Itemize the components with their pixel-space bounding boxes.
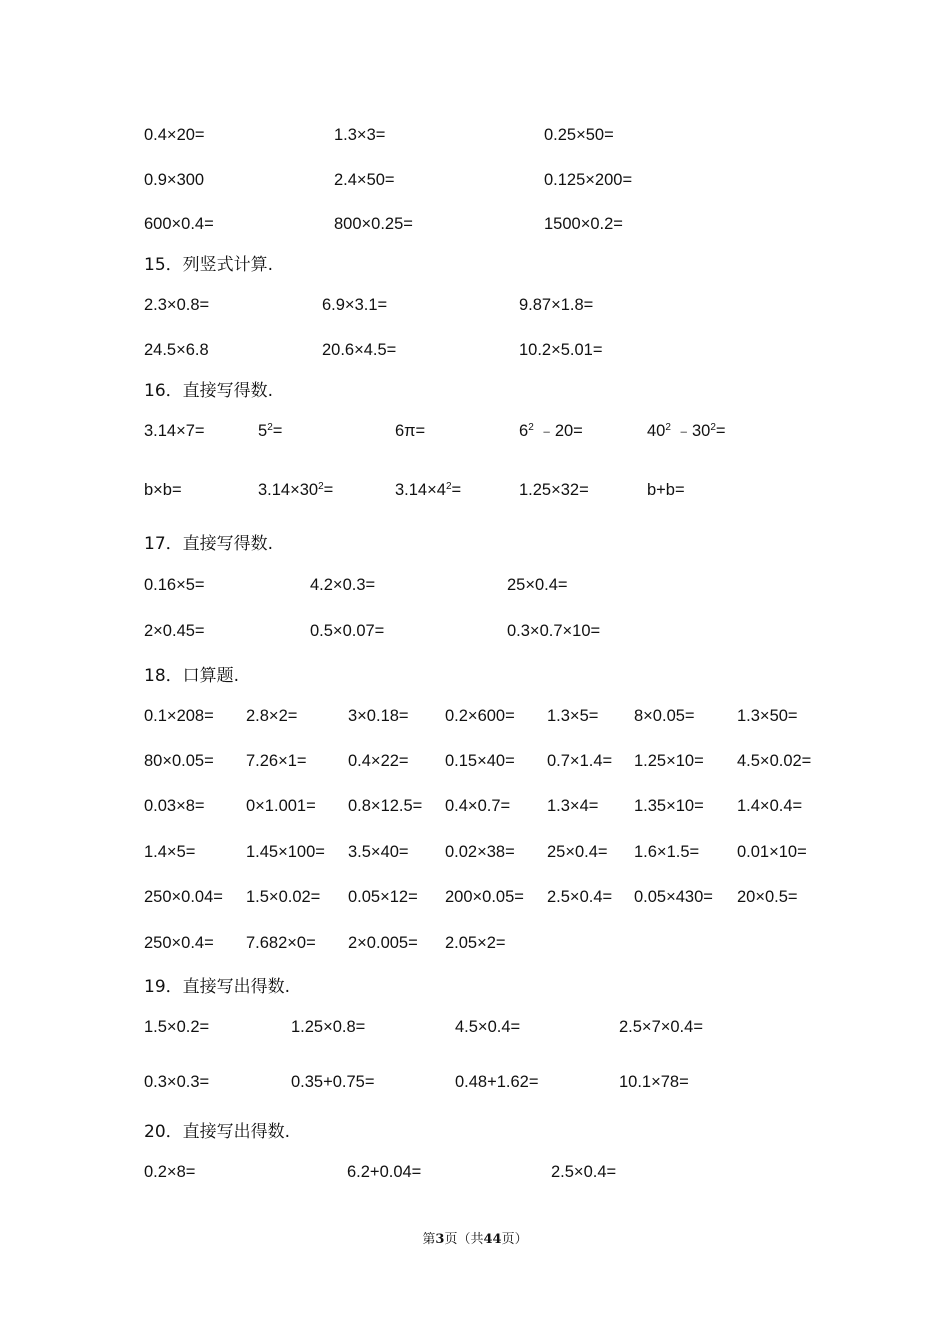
question-17-title: 17．直接写得数.: [144, 534, 274, 554]
problem: 2.3×0.8=: [144, 296, 210, 314]
problem: $5^2=$: [258, 422, 283, 440]
problem: 0.05×12=: [348, 888, 418, 906]
question-16-title: 16．直接写得数.: [144, 381, 274, 401]
q18-row-2: [0, 746, 950, 776]
problem: 3×0.18=: [348, 707, 409, 725]
problem: 2.5×7×0.4=: [619, 1018, 703, 1036]
problem: 200×0.05=: [445, 888, 524, 906]
problem: 0.3×0.3=: [144, 1073, 210, 1091]
problem: 0.2×8=: [144, 1163, 196, 1181]
problem: 1.6×1.5=: [634, 843, 700, 861]
problem: 0.7×1.4=: [547, 752, 613, 770]
problem: 24.5×6.8: [144, 341, 209, 359]
question-20-title: 20．直接写出得数.: [144, 1122, 291, 1142]
problem: $40^2$ $﹣30^2=$: [647, 422, 726, 440]
question-18-title: 18．口算题.: [144, 666, 240, 686]
problem: b+b=: [647, 481, 685, 499]
problem: 0.02×38=: [445, 843, 515, 861]
problem: 1.3×5=: [547, 707, 599, 725]
problem: 2.05×2=: [445, 934, 506, 952]
problem: 0.9×300: [144, 171, 205, 189]
problem: 20×0.5=: [737, 888, 798, 906]
problem: 1.25×32=: [519, 481, 589, 499]
q18-row-5: [0, 882, 950, 912]
problem: 2×0.005=: [348, 934, 418, 952]
q15-row-1: [0, 290, 950, 320]
problem: 0.3×0.7×10=: [507, 622, 601, 640]
problem: 1.5×0.2=: [144, 1018, 210, 1036]
question-15-title: 15．列竖式计算.: [144, 255, 274, 275]
problem: 2×0.45=: [144, 622, 205, 640]
problem: 0.03×8=: [144, 797, 205, 815]
problem: 6.2+0.04=: [347, 1163, 422, 1181]
problem: 0.01×10=: [737, 843, 807, 861]
problem: 1.25×0.8=: [291, 1018, 366, 1036]
page-total: 44: [483, 1232, 502, 1247]
problem: 8×0.05=: [634, 707, 695, 725]
problem: 2.4×50=: [334, 171, 395, 189]
problem: 1.3×50=: [737, 707, 798, 725]
problem: 25×0.4=: [547, 843, 608, 861]
problem: 2.8×2=: [246, 707, 298, 725]
problem: 0.25×50=: [544, 126, 614, 144]
problem: b×b=: [144, 481, 182, 499]
problem: 0.35+0.75=: [291, 1073, 375, 1091]
problem: 2.5×0.4=: [551, 1163, 617, 1181]
problem: 0.4×22=: [348, 752, 409, 770]
q19-row-1: [0, 1012, 950, 1042]
problem: 250×0.4=: [144, 934, 214, 952]
problem: 1.3×3=: [334, 126, 386, 144]
q15-row-2: [0, 335, 950, 365]
problem: 9.87×1.8=: [519, 296, 594, 314]
problem: 0.125×200=: [544, 171, 633, 189]
q16-row-1: [0, 416, 950, 446]
problem: 80×0.05=: [144, 752, 214, 770]
problem: 2.5×0.4=: [547, 888, 613, 906]
problem: 0.4×0.7=: [445, 797, 511, 815]
problem: 0.48+1.62=: [455, 1073, 539, 1091]
problem: 600×0.4=: [144, 215, 214, 233]
q20-row-1: [0, 1157, 950, 1187]
problem: 3.5×40=: [348, 843, 409, 861]
problem: 10.1×78=: [619, 1073, 689, 1091]
q17-row-1: [0, 570, 950, 600]
problem: 0.8×12.5=: [348, 797, 423, 815]
problem: 0.16×5=: [144, 576, 205, 594]
problem: 4.5×0.4=: [455, 1018, 521, 1036]
q16-row-2: [0, 475, 950, 505]
page-footer: 第3页（共44页）: [422, 1232, 528, 1247]
q18-row-3: [0, 791, 950, 821]
problem: 6.9×3.1=: [322, 296, 388, 314]
q18-row-1: [0, 701, 950, 731]
problem: 0.2×600=: [445, 707, 515, 725]
problem: $3.14\times 30^2=$: [258, 481, 334, 499]
problem: 0.15×40=: [445, 752, 515, 770]
problem: 3.14×7=: [144, 422, 205, 440]
problem: $6^2$ ﹣20=: [519, 422, 583, 440]
problem: 0.05×430=: [634, 888, 713, 906]
problem: 1.35×10=: [634, 797, 704, 815]
question-19-title: 19．直接写出得数.: [144, 977, 291, 997]
problem: 7.682×0=: [246, 934, 316, 952]
problem: 6π=: [395, 422, 426, 440]
problem: 1.45×100=: [246, 843, 325, 861]
q18-row-4: [0, 837, 950, 867]
problem: 4.2×0.3=: [310, 576, 376, 594]
top-row-3: [0, 209, 950, 239]
problem: 0.4×20=: [144, 126, 205, 144]
problem: 1.5×0.02=: [246, 888, 321, 906]
problem: 10.2×5.01=: [519, 341, 603, 359]
top-row-2: [0, 165, 950, 195]
problem: 800×0.25=: [334, 215, 413, 233]
problem: 250×0.04=: [144, 888, 223, 906]
problem: 0.1×208=: [144, 707, 214, 725]
problem: 1500×0.2=: [544, 215, 623, 233]
problem: 1.4×5=: [144, 843, 196, 861]
problem: 25×0.4=: [507, 576, 568, 594]
problem: 0×1.001=: [246, 797, 316, 815]
problem: 0.5×0.07=: [310, 622, 385, 640]
problem: 7.26×1=: [246, 752, 307, 770]
top-row-1: [0, 120, 950, 150]
problem: 1.25×10=: [634, 752, 704, 770]
problem: 1.3×4=: [547, 797, 599, 815]
q17-row-2: [0, 616, 950, 646]
problem: 20.6×4.5=: [322, 341, 397, 359]
q19-row-2: [0, 1067, 950, 1097]
problem: $3.14\times 4^2=$: [395, 481, 462, 499]
problem: 4.5×0.02=: [737, 752, 812, 770]
problem: 1.4×0.4=: [737, 797, 803, 815]
page-number: 3: [435, 1232, 445, 1247]
q18-row-6: [0, 928, 950, 958]
